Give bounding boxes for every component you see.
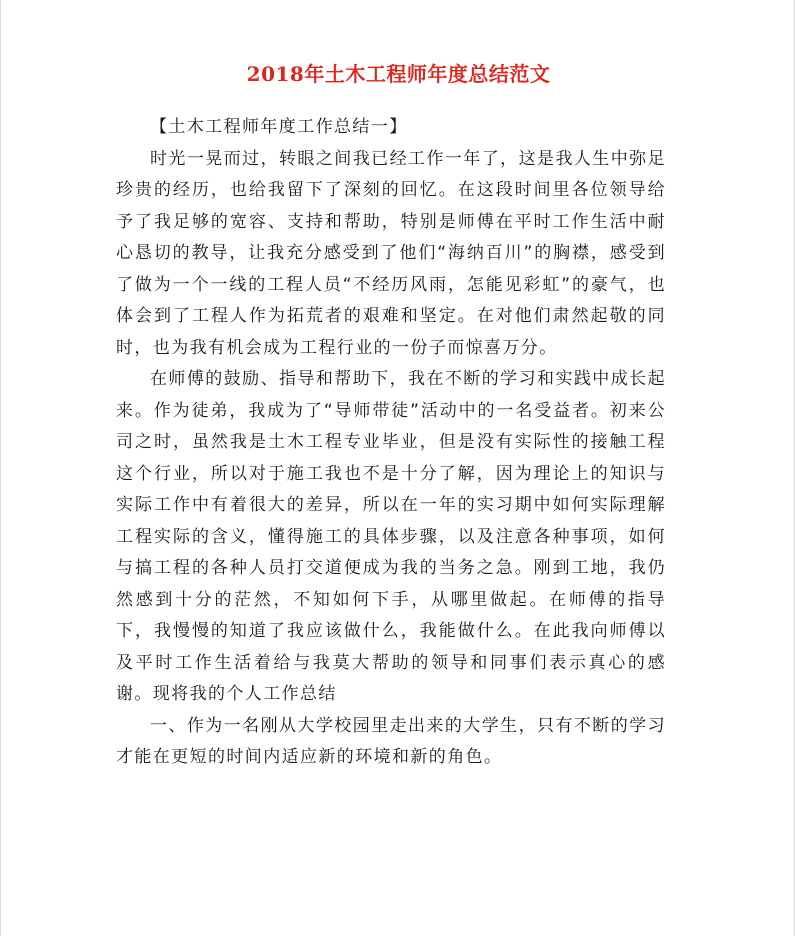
document-body — [116, 112, 666, 774]
paragraph: 在师傅的鼓励、指导和帮助下，我在不断的学习和实践中成长起来。作为徒弟，我成为了“导师带徒”活动中的一名受益者。初来公司之时，虽然我是土木工程专业毕业，但是没有实际性的接触工程这个行业，所以对于施工我也不是十分了解，因为理论上的知识与实际工作中有着很大的差异，所以在一年的实习期中如何实际理解工程实际的含义，懂得施工的具体步骤，以及注意各种事项，如何与搞工程的各种人员打交道便成为我的当务之急。刚到工地，我仍然感到十分的茫然，不知如何下手，从哪里做起。在师傅的指导下，我慢慢的知道了我应该做什么，我能做什么。在此我向师傅以及平时工作生活着给与我莫大帮助的领导和同事们表示真心的感谢。现将我的个人工作总结 — [116, 369, 666, 704]
paragraph: 一、作为一名刚从大学校园里走出来的大学生，只有不断的学习才能在更短的时间内适应新的环境和新的角色。 — [116, 715, 666, 767]
section-heading: 【土木工程师年度工作总结一】 — [150, 117, 408, 137]
paragraph: 时光一晃而过，转眼之间我已经工作一年了，这是我人生中弥足珍贵的经历，也给我留下了深刻的回忆。在这段时间里各位领导给予了我足够的宽容、支持和帮助，特别是师傅在平时工作生活中耐心恳切的教导，让我充分感受到了他们“海纳百川”的胸襟，感受到了做为一个一线的工程人员“不经历风雨，怎能见彩虹”的豪气，也体会到了工程人作为拓荒者的艰难和坚定。在对他们肃然起敬的同时，也为我有机会成为工程行业的一份子而惊喜万分。 — [116, 148, 666, 358]
document-title: 2018年土木工程师年度总结范文 — [246, 62, 551, 86]
